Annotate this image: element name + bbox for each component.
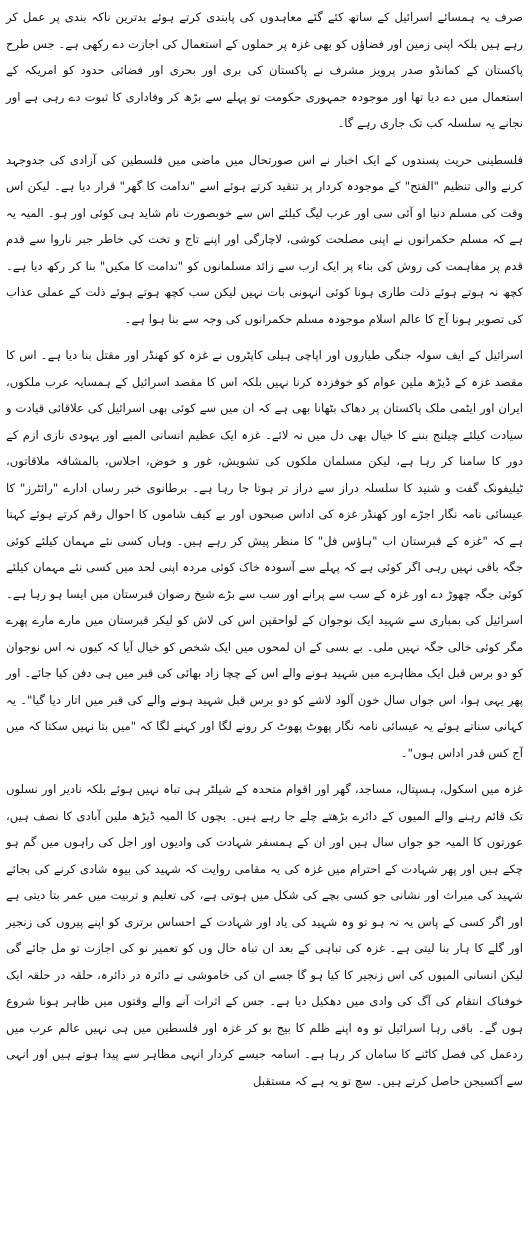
article-paragraph-2: فلسطینی حریت پسندوں کے ایک اخبار نے اس صورتحال میں ماضی میں فلسطین کی آزادی کی جدوجہد کرنے والی تنظیم "الفتح" کے موجودہ کردار پر تنقید کرتے ہوئے اسے "ندامت کا گھر" قرار دیا ہے۔ لیکن اس وقت کی مسلم دنیا او آئی سی اور عرب لیگ کیلئے اس سے خوبصورت نام شاید ہی کوئی اور ہو۔ المیہ یہ ہے کہ مسلم حکمرانوں نے اپنی مصلحت کوشی، لاچارگی اور اپنے تاج و تخت کی خاطر جبر ناروا سے قدم قدم پر مفاہمت کی روش کی بناء پر ایک ارب سے زائد مسلمانوں کو "ندامت کا مکیں" بنا کر رکھ دیا ہے۔ کچھ نہ ہوتے ہوئے ذلت طاری ہونا کوئی انہونی بات نہیں لیکن سب کچھ ہوتے ہوئے ذلت کے عملی عذاب کی تصویر ہونا آج کا عالم اسلام موجودہ مسلم حکمرانوں کی وجہ سے بنا ہوا ہے۔: [6, 152, 523, 326]
article-paragraph-1: صرف یہ ہمسائے اسرائیل کے ساتھ کئے گئے معاہدوں کی پابندی کرتے ہوئے بدترین ناکہ بندی پر عمل کر رہے ہیں بلکہ اپنی زمین اور فضاؤں کو بھی غزہ پر حملوں کے استعمال کی اجازت دے رکھی ہے۔ جس طرح پاکستان کے کمانڈو صدر پرویز مشرف نے پاکستان کی بری اور بحری اور فضائی حدود کو امریکہ کے استعمال میں دے دیا تھا اور موجودہ جمہوری حکومت تو پہلے سے بڑھ کر وفاداری کا ثبوت دے رہی ہے اور نجانے یہ سلسلہ کب تک جاری رہے گا۔: [6, 10, 523, 130]
article-paragraph-4: غزہ میں اسکول، ہسپتال، مساجد، گھر اور اقوام متحدہ کے شیلٹر ہی تباہ نہیں ہوئے بلکہ نادیر اور نسلوں تک قائم رہنے والے المیوں کے دائرے بڑھتے چلے جا رہے ہیں۔ بچوں کا المیہ ڈیڑھ ملین آبادی کا نصف ہیں، عورتوں کا المیہ جو جواں سال ہیں اور ان کے ہمسفر شہادت کی وادیوں اور اجل کی راہوں میں گم ہو چکے ہیں اور پھر شہادت کے احترام میں غزہ کی یہ مقامی روایت کہ شہید کی بیوہ شادی کرنے کی بجائے شہید کی میراث اور نشانی جو کسی بچے کی شکل میں ہوتی ہے، کی تعلیم و تربیت میں عمر بتا دیتی ہے اور اگر کسی کے پاس یہ نہ ہو تو وہ شہید کی یاد اور شہادت کے احساس برتری کو اپنے پیروں کی زنجیر اور گلے کا ہار بنا لیتی ہے۔ غزہ کی تباہی کے بعد ان تباہ حال وں کو تعمیر نو کی اجازت تو مل جائے گی لیکن انسانی المیوں کی اس زنجیر کا کیا ہو گا جسے ان کی خاموشی نے دائرہ در دائرہ، حلقہ در حلقہ ایک خوفناک انتقام کی آگ کی وادی میں دھکیل دیا ہے۔ جس کے اثرات آنے والے وقتوں میں ظاہر ہونا شروع ہوں گے۔ باقی رہا اسرائیل تو وہ اپنے ظلم کا بیج بو کر غزہ اور فلسطین میں ہی نہیں عالم عرب میں ردعمل کی فصل کاٹنے کا سامان کر رہا ہے۔ اسامہ جیسے کردار انہی مظاہر سے پیدا ہوتے ہیں اور انہی سے آکسیجن حاصل کرتے ہیں۔ سچ تو یہ ہے کہ مستقبل: [6, 782, 523, 1088]
article-paragraph-3: اسرائیل کے ایف سولہ جنگی طیاروں اور اپاچی ہیلی کاپٹروں نے غزہ کو کھنڈر اور مقتل بنا دیا ہے۔ اس کا مقصد غزہ کے ڈیڑھ ملین عوام کو خوفزدہ کرنا نہیں بلکہ اس کا مقصد اسرائیل کے ہمسایہ عرب ملکوں، ایران اور ایٹمی ملک پاکستان پر دھاک بٹھانا بھی ہے کہ ان میں سے کوئی بھی اسرائیل کی علاقائی قیادت و سیادت کیلئے چیلنج بننے کا خیال بھی دل میں نہ لائے۔ غزہ ایک عظیم انسانی المیے اور یہودی نازی ازم کے دور کا سامنا کر رہا ہے، لیکن مسلمان ملکوں کی تشویش، غور و خوض، اجلاس، بالمشافہ ملاقاتوں، ٹیلیفونک گفت و شنید کا سلسلہ دراز سے دراز تر ہوتا جا رہا ہے۔ برطانوی خبر رساں ادارے "رائٹرز" کا عیسائی نامہ نگار اجڑے اور کھنڈر غزہ کی اداس صبحوں اور بے کیف شاموں کا احوال رقم کرتے ہوئے کہتا ہے کہ "غزہ کے قبرستان اب "ہاؤس فل" کا منظر پیش کر رہے ہیں۔ وہاں کسی نئے مہمان کیلئے کوئی جگہ باقی نہیں رہی اگر کوئی ہے کہ پہلے سے آسودہ خاک کوئی مردہ اپنی لحد میں کسی نئے مہمان کیلئے کوئی جگہ چھوڑ دے اور غزہ کے سب سے پرانے اور سب سے بڑے شیخ رضوان قبرستان میں ایسا ہو رہا ہے۔ اسرائیل کی بمباری سے شہید ایک نوجوان کے لواحقین اس کی لاش کو لیکر قبرستان میں مارے مارے پھرے مگر کوئی خالی جگہ نہیں ملی۔ بے بسی کے ان لمحوں میں ایک شخص کو خیال آیا کہ کیوں نہ اس نوجوان کو دو برس قبل ایک مظاہرے میں شہید ہونے والے اس کے چچا زاد بھائی کی قبر میں ہی دفن کیا جائے۔ اور پھر یہی ہوا، اس جواں سال خون آلود لاشے کو دو برس قبل شہید ہونے والے کی قبر میں اتار دیا گیا"۔ یہ کہانی سناتے ہوئے یہ عیسائی نامہ نگار پھوٹ پھوٹ کر رونے لگا اور کہنے لگا کہ "میں بتا نہیں سکتا کہ میں آج کس قدر اداس ہوں"۔: [6, 348, 523, 760]
